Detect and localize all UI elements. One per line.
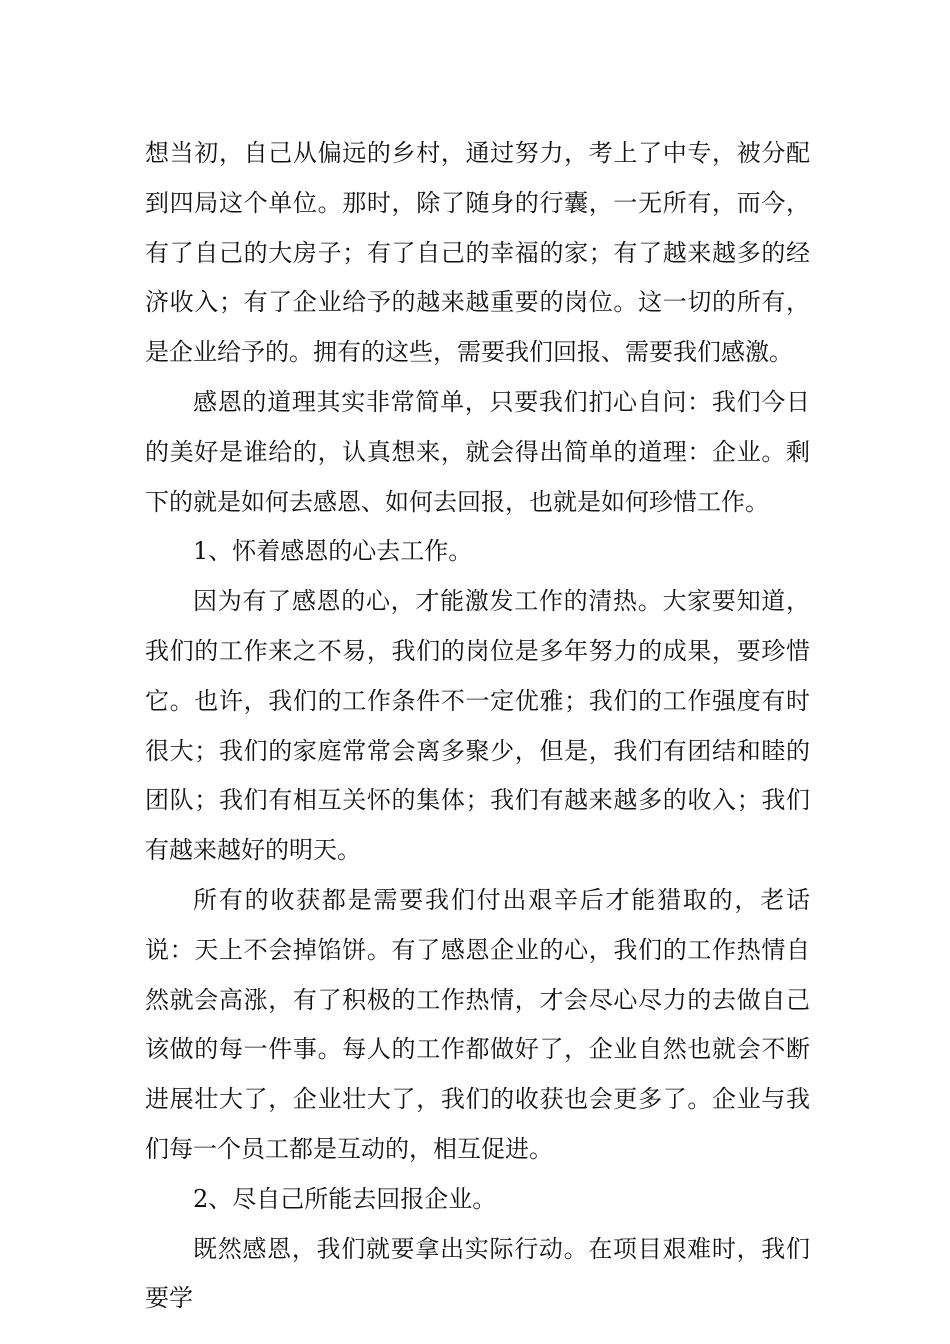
paragraph-gratitude-reason: 感恩的道理其实非常简单，只要我们扪心自问：我们今日的美好是谁给的，认真想来，就会得出简单的道理：企业。剩下的就是如何去感恩、如何去回报，也就是如何珍惜工作。 (145, 387, 810, 516)
paragraph-action: 既然感恩，我们就要拿出实际行动。在项目艰难时，我们要学 (145, 1234, 810, 1313)
section-heading-2: 2、尽自己所能去回报企业。 (193, 1184, 497, 1213)
section-heading-1: 1、怀着感恩的心去工作。 (193, 537, 473, 566)
paragraph-work-passion: 因为有了感恩的心，才能激发工作的清热。大家要知道，我们的工作来之不易，我们的岗位是多年努力的成果，要珍惜它。也许，我们的工作条件不一定优雅；我们的工作强度有时很大；我们的家庭常常会离多聚少，但是，我们有团结和睦的团队；我们有相互关怀的集体；我们有越来越多的收入；我们有越来越好的明天。 (145, 587, 810, 865)
paragraph-harvest: 所有的收获都是需要我们付出艰辛后才能猎取的，老话说：天上不会掉馅饼。有了感恩企业的心，我们的工作热情自然就会高涨，有了积极的工作热情，才会尽心尽力的去做自己该做的每一件事。每人的工作都做好了，企业自然也就会不断进展壮大了，企业壮大了，我们的收获也会更多了。企业与我们每一个员工都是互动的，相互促进。 (145, 885, 810, 1163)
document-body (145, 129, 810, 1324)
paragraph-continuation: 想当初，自己从偏远的乡村，通过努力，考上了中专，被分配到四局这个单位。那时，除了随身的行囊，一无所有，而今，有了自己的大房子；有了自己的幸福的家；有了越来越多的经济收入；有了企业给予的越来越重要的岗位。这一切的所有，是企业给予的。拥有的这些，需要我们回报、需要我们感激。 (145, 139, 810, 367)
